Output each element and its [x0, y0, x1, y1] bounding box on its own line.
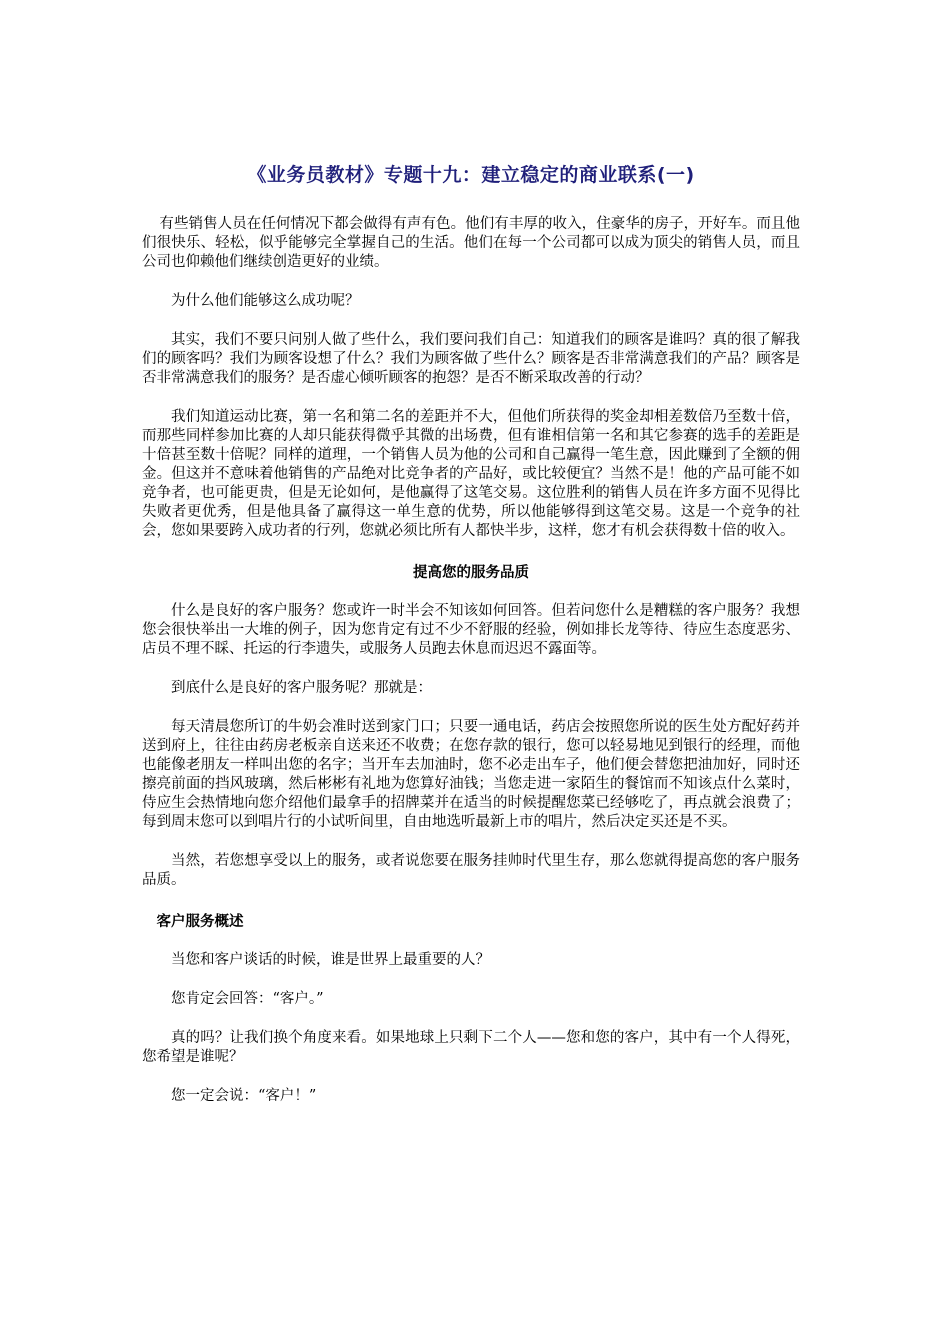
paragraph: 什么是良好的客户服务？您或许一时半会不知该如何回答。但若问您什么是糟糕的客户服务？我想您会很快举出一大堆的例子，因为您肯定有过不少不舒服的经验，例如排长龙等待、待应生态度恶劣、店员不理不睬、托运的行李遗失，或服务人员跑去休息而迟迟不露面等。 — [142, 603, 800, 657]
document-title: 《业务员教材》专题十九：建立稳定的商业联系(一) — [247, 164, 695, 186]
paragraph: 每天清晨您所订的牛奶会准时送到家门口；只要一通电话，药店会按照您所说的医生处方配好药并送到府上，往往由药房老板亲自送来还不收费；在您存款的银行，您可以轻易地见到银行的经理，而他也能像老朋友一样叫出您的名字；当开车去加油时，您不必走出车子，他们便会替您把油加好，同时还擦亮前面的挡风玻璃，然后彬彬有礼地为您算好油钱；当您走进一家陌生的餐馆而不知该点什么菜时，侍应生会热情地向您介绍他们最拿手的招牌菜并在适当的时候提醒您菜已经够吃了，再点就会浪费了；每到周末您可以到唱片行的小试听间里，自由地选听最新上市的唱片，然后决定买还是不买。 — [142, 719, 800, 830]
paragraph: 到底什么是良好的客户服务呢？那就是： — [171, 680, 432, 696]
paragraph: 为什么他们能够这么成功呢？ — [171, 293, 360, 309]
document-page — [142, 160, 800, 1126]
paragraph: 有些销售人员在任何情况下都会做得有声有色。他们有丰厚的收入，住豪华的房子，开好车。而且他们很快乐、轻松，似乎能够完全掌握自己的生活。他们在每一个公司都可以成为顶尖的销售人员，而且公司也仰赖他们继续创造更好的业绩。 — [142, 216, 800, 270]
paragraph: 其实，我们不要只问别人做了些什么，我们要问我们自己：知道我们的顾客是谁吗？真的很了解我们的顾客吗？我们为顾客设想了什么？我们为顾客做了些什么？顾客是否非常满意我们的产品？顾客是否非常满意我们的服务？是否虚心倾听顾客的抱怨？是否不断采取改善的行动？ — [142, 332, 800, 386]
paragraph: 当您和客户谈话的时候，谁是世界上最重要的人？ — [171, 952, 490, 968]
paragraph: 您一定会说：“客户！” — [171, 1088, 317, 1104]
section-heading: 客户服务概述 — [156, 914, 244, 930]
paragraph: 您肯定会回答：“客户。” — [171, 991, 324, 1007]
paragraph: 我们知道运动比赛，第一名和第二名的差距并不大，但他们所获得的奖金却相差数倍乃至数十倍，而那些同样参加比赛的人却只能获得微乎其微的出场费，但有谁相信第一名和其它参赛的选手的差距是十倍甚至数十倍呢？同样的道理，一个销售人员为他的公司和自己赢得一笔生意，因此赚到了全额的佣金。但这并不意味着他销售的产品绝对比竞争者的产品好，或比较便宜？当然不是！他的产品可能不如竞争者，也可能更贵，但是无论如何，是他赢得了这笔交易。这位胜利的销售人员在许多方面不见得比失败者更优秀，但是他具备了赢得这一单生意的优势，所以他能够得到这笔交易。这是一个竞争的社会，您如果要跨入成功者的行列，您就必须比所有人都快半步，这样，您才有机会获得数十倍的收入。 — [142, 409, 800, 539]
paragraph: 当然，若您想享受以上的服务，或者说您要在服务挂帅时代里生存，那么您就得提高您的客户服务品质。 — [142, 853, 800, 888]
paragraph: 真的吗？让我们换个角度来看。如果地球上只剩下二个人——您和您的客户，其中有一个人得死，您希望是谁呢？ — [142, 1030, 800, 1065]
section-heading: 提高您的服务品质 — [413, 565, 529, 581]
